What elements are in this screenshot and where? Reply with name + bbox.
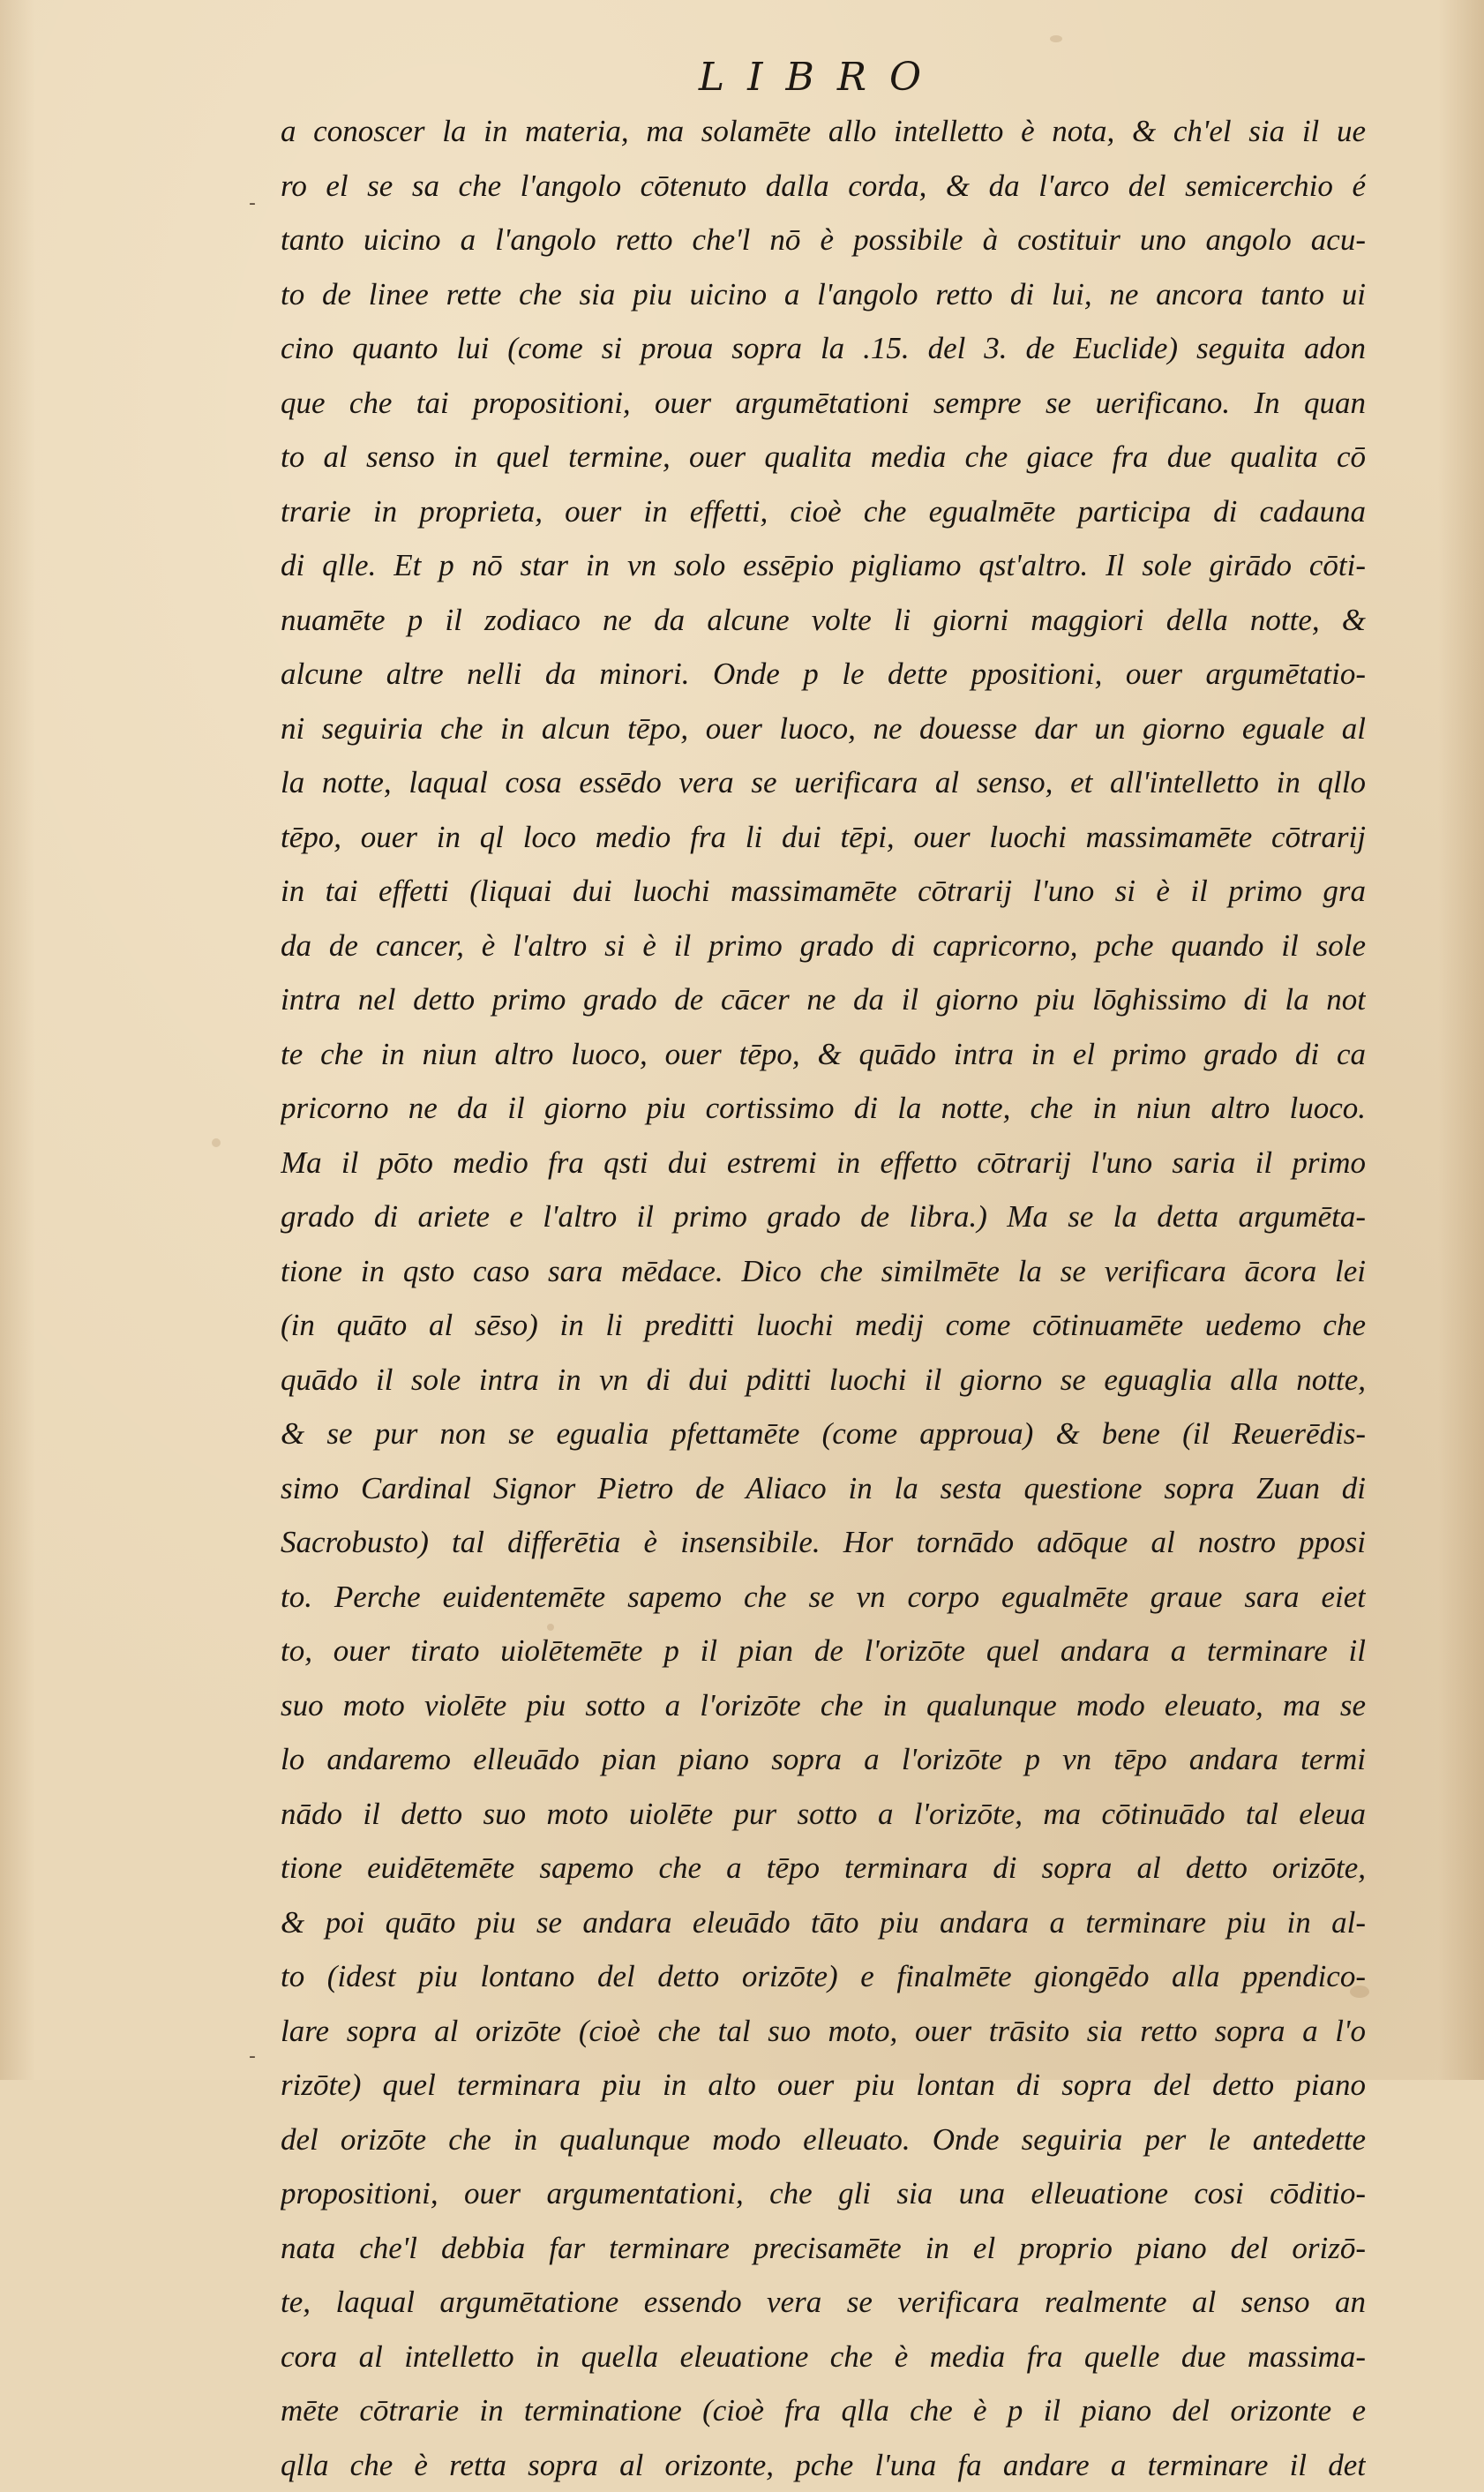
text-line: pricorno ne da il giorno piu cortissimo di la notte, che in niun altro luoco. [281, 1081, 1366, 1136]
text-line: la notte, laqual cosa essēdo vera se uerificara al senso, et all'intelletto in qllo [281, 755, 1366, 810]
text-line: & poi quāto piu se andara eleuādo tāto piu andara a terminare piu in al- [281, 1895, 1366, 1950]
text-line: Sacrobusto) tal differētia è insensibile. Hor tornādo adōque al nostro pposi [281, 1515, 1366, 1570]
text-line: trarie in proprieta, ouer in effetti, cioè che egualmēte participa di cadauna [281, 484, 1366, 539]
text-line: simo Cardinal Signor Pietro de Aliaco in la sesta questione sopra Zuan di [281, 1461, 1366, 1516]
text-line: lare sopra al orizōte (cioè che tal suo moto, ouer trāsito sia retto sopra a l'o [281, 2004, 1366, 2059]
text-line: a conoscer la in materia, ma solamēte allo intelletto è nota, & ch'el sia il ue [281, 104, 1366, 159]
text-line: Ma il pōto medio fra qsti dui estremi in effetto cōtrarij l'uno saria il primo [281, 1136, 1366, 1190]
text-line: tione in qsto caso sara mēdace. Dico che similmēte la se verificara ācora lei [281, 1244, 1366, 1299]
text-line: to, ouer tirato uiolētemēte p il pian de l'orizōte quel andara a terminare il [281, 1624, 1366, 1678]
paper-stain [212, 1138, 221, 1147]
text-line: tanto uicino a l'angolo retto che'l nō è possibile à costituir uno angolo acu- [281, 213, 1366, 267]
text-line: propositioni, ouer argumentationi, che gli sia una elleuatione cosi cōditio- [281, 2166, 1366, 2221]
margin-dash: - [249, 2045, 256, 2068]
text-line: suo moto violēte piu sotto a l'orizōte che in qualunque modo eleuato, ma se [281, 1678, 1366, 1733]
running-header: LIBRO [0, 55, 1484, 100]
margin-dash: - [249, 192, 256, 214]
text-line: te, laqual argumētatione essendo vera se verificara realmente al senso an [281, 2275, 1366, 2330]
text-line: cora al intelletto in quella eleuatione che è media fra quelle due massima- [281, 2330, 1366, 2384]
text-line: & se pur non se egualia pfettamēte (come approua) & bene (il Reuerēdis- [281, 1407, 1366, 1461]
text-line: grado di ariete e l'altro il primo grado de libra.) Ma se la detta argumēta- [281, 1190, 1366, 1244]
text-line: ro el se sa che l'angolo cōtenuto dalla corda, & da l'arco del semicerchio é [281, 159, 1366, 214]
text-line: quādo il sole intra in vn di dui pditti luochi il giorno se eguaglia alla notte, [281, 1353, 1366, 1407]
text-line: rizōte) quel terminara piu in alto ouer piu lontan di sopra del detto piano [281, 2058, 1366, 2113]
text-line: nādo il detto suo moto uiolēte pur sotto a l'orizōte, ma cōtinuādo tal eleua [281, 1787, 1366, 1842]
text-line: da de cancer, è l'altro si è il primo grado di capricorno, pche quando il sole [281, 919, 1366, 973]
text-line: qlla che è retta sopra al orizonte, pche l'una fa andare a terminare il det [281, 2438, 1366, 2492]
text-line: to. Perche euidentemēte sapemo che se vn corpo egualmēte graue sara eiet [281, 1570, 1366, 1625]
paper-stain [1050, 35, 1062, 42]
text-line: nuamēte p il zodiaco ne da alcune volte li giorni maggiori della notte, & [281, 593, 1366, 648]
text-line: di qlle. Et p nō star in vn solo essēpio pigliamo qst'altro. Il sole girādo cōti- [281, 538, 1366, 593]
text-line: tione euidētemēte sapemo che a tēpo terminara di sopra al detto orizōte, [281, 1841, 1366, 1895]
text-line: te che in niun altro luoco, ouer tēpo, & quādo intra in el primo grado di ca [281, 1027, 1366, 1082]
text-line: intra nel detto primo grado de cācer ne da il giorno piu lōghissimo di la not [281, 972, 1366, 1027]
text-line: to (idest piu lontano del detto orizōte) e finalmēte giongēdo alla ppendico- [281, 1949, 1366, 2004]
text-line: nata che'l debbia far terminare precisamēte in el proprio piano del orizō- [281, 2221, 1366, 2276]
text-line: del orizōte che in qualunque modo elleuato. Onde seguiria per le antedette [281, 2113, 1366, 2167]
text-line: tēpo, ouer in ql loco medio fra li dui tēpi, ouer luochi massimamēte cōtrarij [281, 810, 1366, 865]
text-line: to al senso in quel termine, ouer qualita media che giace fra due qualita cō [281, 430, 1366, 484]
text-line: (in quāto al sēso) in li preditti luochi medij come cōtinuamēte uedemo che [281, 1298, 1366, 1353]
text-line: alcune altre nelli da minori. Onde p le dette ppositioni, ouer argumētatio- [281, 647, 1366, 702]
text-line: in tai effetti (liquai dui luochi massimamēte cōtrarij l'uno si è il primo gra [281, 864, 1366, 919]
text-line: lo andaremo elleuādo pian piano sopra a l'orizōte p vn tēpo andara termi [281, 1732, 1366, 1787]
text-line: to de linee rette che sia piu uicino a l'angolo retto di lui, ne ancora tanto ui [281, 267, 1366, 322]
text-line: ni seguiria che in alcun tēpo, ouer luoco, ne douesse dar un giorno eguale al [281, 702, 1366, 756]
body-text [281, 104, 1366, 2492]
text-line: que che tai propositioni, ouer argumētationi sempre se uerificano. In quan [281, 376, 1366, 431]
text-line: mēte cōtrarie in terminatione (cioè fra qlla che è p il piano del orizonte e [281, 2383, 1366, 2438]
text-line: cino quanto lui (come si proua sopra la .15. del 3. de Euclide) seguita adon [281, 321, 1366, 376]
